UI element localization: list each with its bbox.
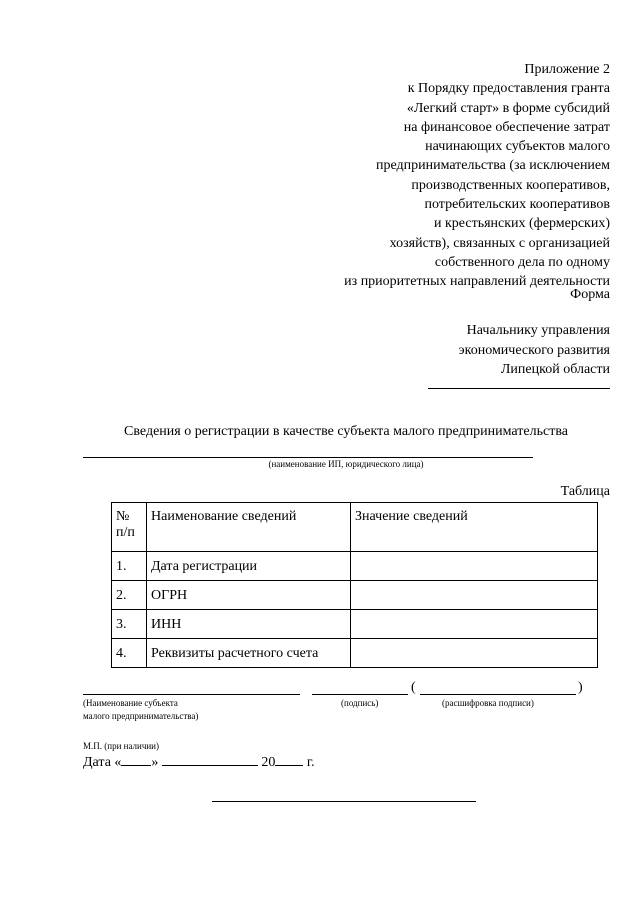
entity-name-blank[interactable] <box>83 457 533 458</box>
date-month-blank[interactable] <box>162 753 258 766</box>
appendix-line: производственных кооперативов, <box>411 177 610 193</box>
row-name: Дата регистрации <box>147 552 351 581</box>
document-title: Сведения о регистрации в качестве субъекта малого предпринимательства <box>124 424 568 439</box>
date-year-prefix: 20 <box>261 755 276 770</box>
appendix-line: на финансовое обеспечение затрат <box>403 119 610 135</box>
row-number: 1. <box>112 552 147 581</box>
signature-blank[interactable] <box>312 694 408 695</box>
signature-caption: (подпись) <box>341 698 379 708</box>
recipient-line: Липецкой области <box>500 362 610 377</box>
header-number: № п/п <box>112 503 147 552</box>
appendix-line: собственного дела по одному <box>434 254 610 270</box>
subject-caption: малого предпринимательства) <box>83 711 199 721</box>
table-row <box>112 639 598 668</box>
bottom-blank-line[interactable] <box>212 801 476 802</box>
row-number: 2. <box>112 581 147 610</box>
header-name: Наименование сведений <box>147 503 351 552</box>
appendix-line: хозяйств), связанных с организацией <box>389 235 610 251</box>
appendix-line: Приложение 2 <box>524 62 610 77</box>
date-prefix: Дата « <box>83 755 122 770</box>
appendix-line: «Легкий старт» в форме субсидий <box>406 100 610 116</box>
header-value: Значение сведений <box>351 503 598 552</box>
row-value-cell[interactable] <box>351 639 598 668</box>
row-name: ОГРН <box>147 581 351 610</box>
entity-name-caption: (наименование ИП, юридического лица) <box>268 459 424 469</box>
table-row <box>112 552 598 581</box>
date-quote-close: » <box>151 755 159 770</box>
row-value-cell[interactable] <box>351 581 598 610</box>
row-value-cell[interactable] <box>351 610 598 639</box>
table-row <box>112 581 598 610</box>
table-row <box>112 610 598 639</box>
recipient-line: экономического развития <box>458 342 610 358</box>
date-year-blank[interactable] <box>275 753 303 766</box>
subject-name-blank[interactable] <box>83 694 300 695</box>
stamp-note: М.П. (при наличии) <box>83 741 159 751</box>
row-number: 4. <box>112 639 147 668</box>
appendix-line: начинающих субъектов малого <box>425 139 610 155</box>
table-label: Таблица <box>560 484 610 499</box>
appendix-line: предпринимательства (за исключением <box>375 158 610 174</box>
close-paren: ) <box>578 680 583 695</box>
open-paren: ( <box>411 680 416 695</box>
recipient-name-blank[interactable] <box>428 388 610 389</box>
subject-caption: (Наименование субъекта <box>83 698 178 708</box>
signature-decode-blank[interactable] <box>420 694 576 695</box>
appendix-header <box>250 60 610 292</box>
form-label: Форма <box>570 287 610 302</box>
appendix-line: к Порядку предоставления гранта <box>407 81 610 97</box>
row-value-cell[interactable] <box>351 552 598 581</box>
decode-caption: (расшифровка подписи) <box>442 698 534 708</box>
row-name: Реквизиты расчетного счета <box>147 639 351 668</box>
date-suffix: г. <box>306 755 315 770</box>
date-line <box>83 753 315 771</box>
appendix-line: из приоритетных направлений деятельности <box>344 274 610 290</box>
date-day-blank[interactable] <box>121 753 151 766</box>
table-header-row <box>112 503 598 552</box>
appendix-line: потребительских кооперативов <box>424 197 610 213</box>
recipient-block <box>459 321 610 380</box>
row-name: ИНН <box>147 610 351 639</box>
registration-table <box>111 502 598 668</box>
recipient-line: Начальнику управления <box>466 323 610 338</box>
appendix-line: и крестьянских (фермерских) <box>434 216 610 232</box>
row-number: 3. <box>112 610 147 639</box>
